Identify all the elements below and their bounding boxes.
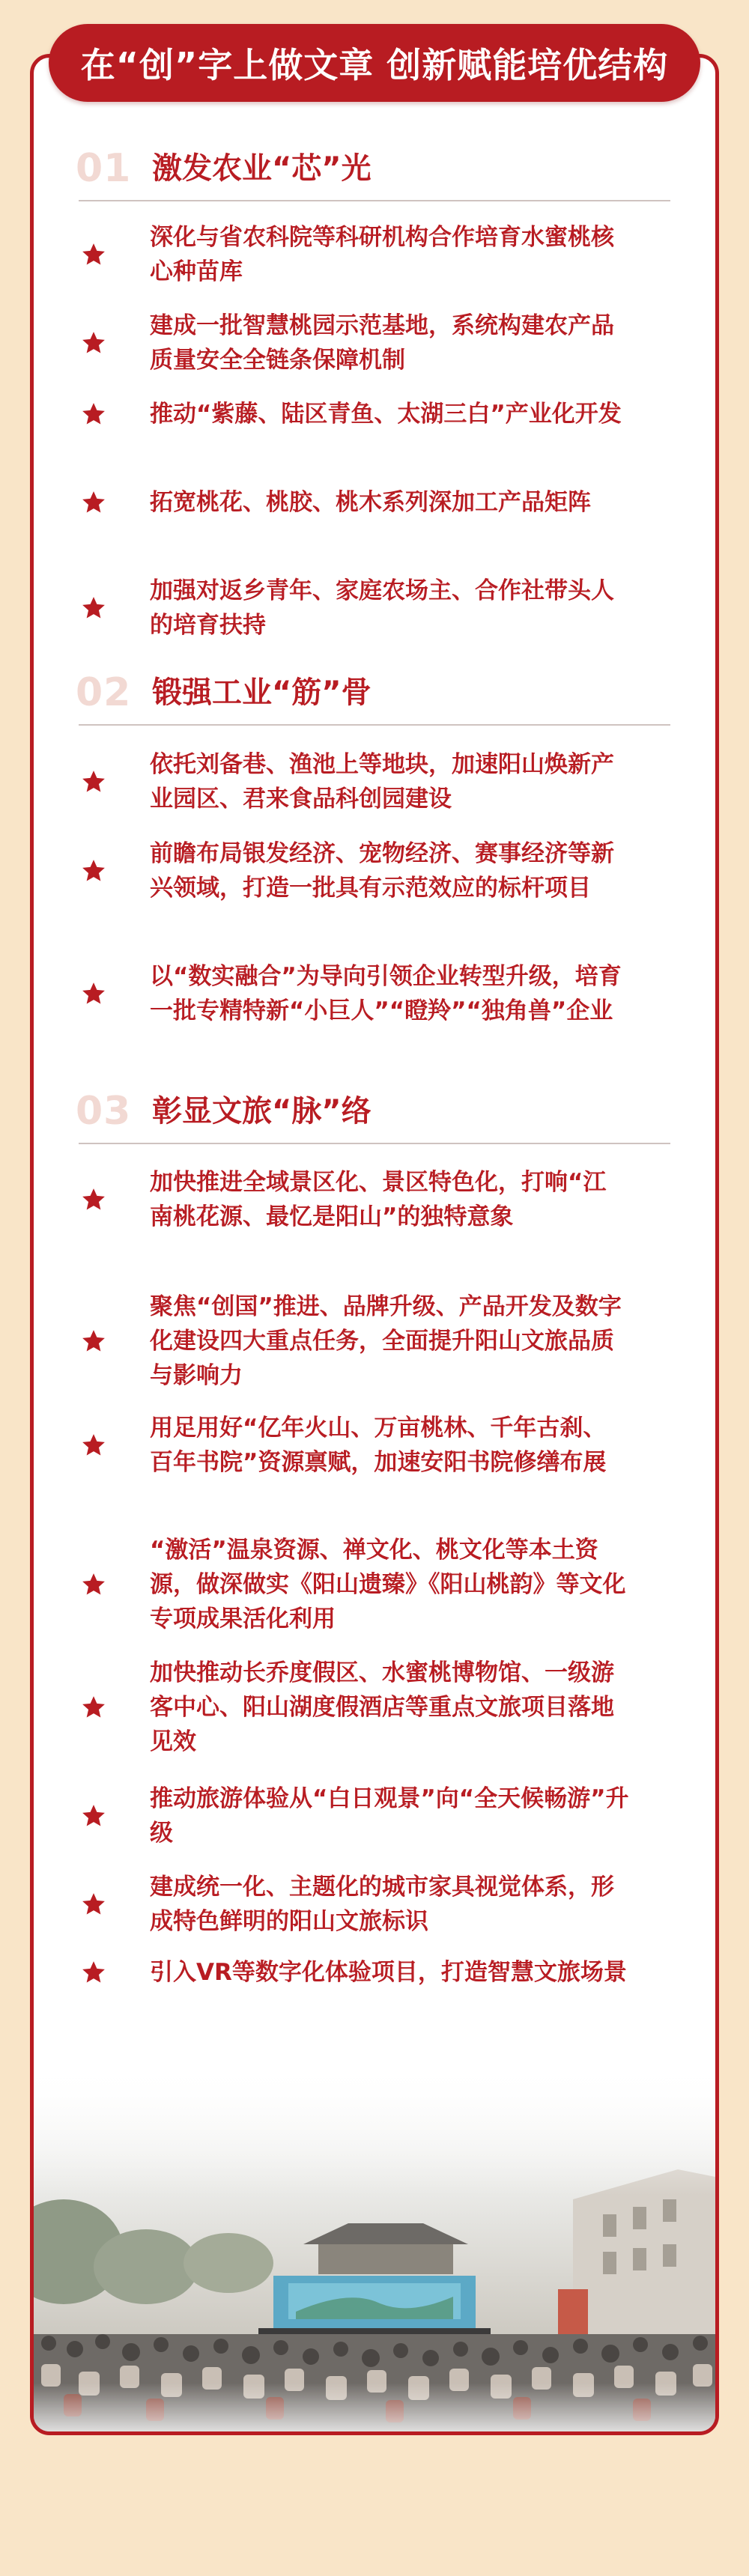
section-title: 激发农业“芯”光 — [152, 151, 372, 186]
list-item-text: “激活”温泉资源、禅文化、桃文化等本土资源，做深做实《阳山遗臻》《阳山桃韵》等文化专项成果活化利用 — [150, 1537, 626, 1632]
list-item-text: 推动“紫藤、陆区青鱼、太湖三白”产业化开发 — [150, 401, 622, 428]
section-title: 锻强工业“筋”骨 — [152, 675, 372, 710]
list-item-text: 前瞻布局银发经济、宠物经济、赛事经济等新兴领域，打造一批具有示范效应的标杆项目 — [150, 840, 614, 902]
section-number: 02 — [76, 670, 132, 715]
list-item-text: 加强对返乡青年、家庭农场主、合作社带头人的培育扶持 — [150, 577, 614, 639]
page-title: 在“创”字上做文章 创新赋能培优结构 — [49, 24, 700, 102]
list-item-text: 以“数实融合”为导向引领企业转型升级，培育一批专精特新“小巨人”“瞪羚”“独角兽”企业 — [150, 963, 622, 1024]
list-item-text: 建成统一化、主题化的城市家具视觉体系，形成特色鲜明的阳山文旅标识 — [150, 1874, 614, 1935]
list-item-text: 聚焦“创国”推进、品牌升级、产品开发及数字化建设四大重点任务，全面提升阳山文旅品质与影响力 — [150, 1293, 622, 1389]
list-item-text: 依托刘备巷、渔池上等地块，加速阳山焕新产业园区、君来食品科创园建设 — [150, 751, 614, 812]
list-item-text: 建成一批智慧桃园示范基地，系统构建农产品质量安全全链条保障机制 — [150, 312, 614, 374]
list-item-text: 推动旅游体验从“白日观景”向“全天候畅游”升级 — [150, 1785, 629, 1847]
list-item-text: 加快推进全域景区化、景区特色化，打响“江南桃花源、最忆是阳山”的独特意象 — [150, 1169, 607, 1230]
festival-crowd-photo — [34, 2065, 715, 2435]
list-item-text: 加快推动长乔度假区、水蜜桃博物馆、一级游客中心、阳山湖度假酒店等重点文旅项目落地见效 — [150, 1659, 614, 1755]
section-number: 01 — [76, 146, 132, 191]
list-item-text: 深化与省农科院等科研机构合作培育水蜜桃核心种苗库 — [150, 224, 614, 285]
list-item-text: 引入VR等数字化体验项目，打造智慧文旅场景 — [150, 1959, 627, 1986]
list-item-text: 用足用好“亿年火山、万亩桃林、千年古刹、百年书院”资源禀赋，加速安阳书院修缮布展 — [150, 1415, 607, 1476]
section-number: 03 — [76, 1089, 132, 1134]
section-title: 彰显文旅“脉”络 — [152, 1094, 372, 1128]
list-item-text: 拓宽桃花、桃胶、桃木系列深加工产品矩阵 — [150, 489, 591, 516]
photo-frame — [30, 54, 719, 2435]
